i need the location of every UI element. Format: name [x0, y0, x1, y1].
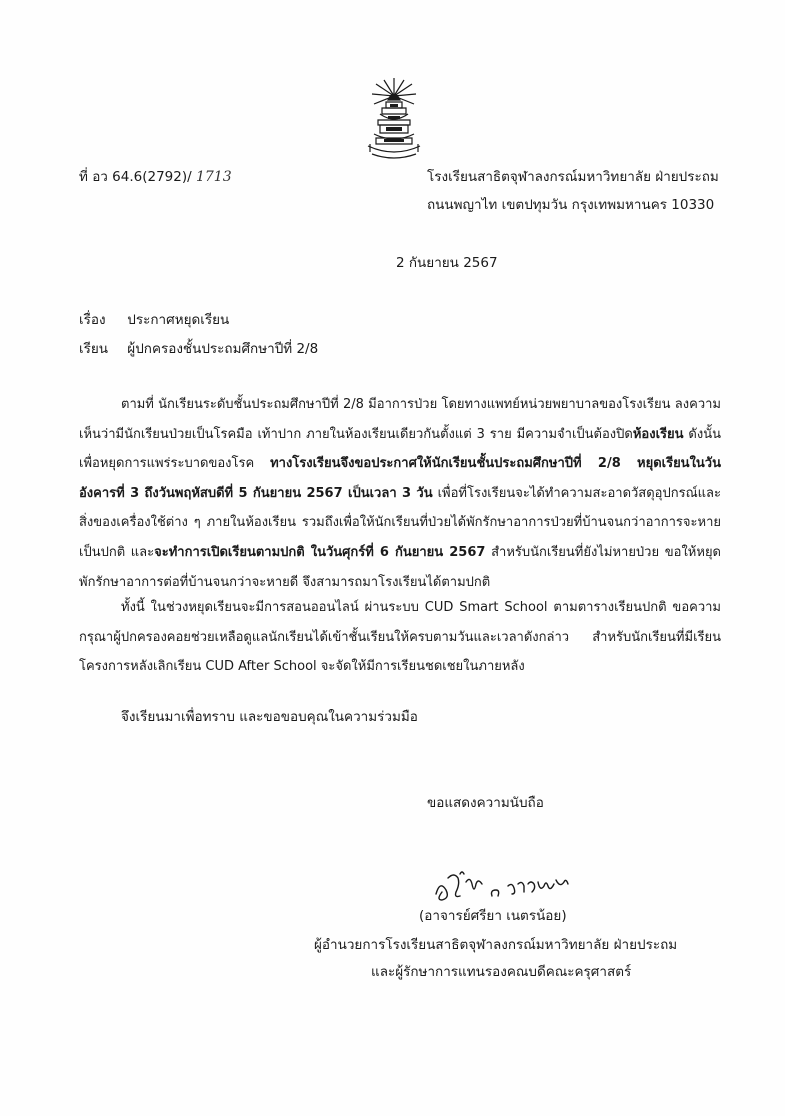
paragraph-1-part-5: เพื่อที่โรงเรียนจะได้ทำความสะอาดวัสดุอุปกรณ์และสิ่งของเครื่องใช้ต่าง ๆ ภายในห้องเรียน รวมถึงเพื่อให้นักเรียนที่ป่วยได้พักรักษาอาการป่วยที่บ้านจนกว่าอาการจะหายเป็นปกติ และ: [79, 485, 721, 560]
subject-text: ประกาศหยุดเรียน: [127, 312, 230, 328]
paragraph-1-part-1: ตามที่ นักเรียนระดับชั้นประถมศึกษาปีที่ 2/8 มีอาการป่วย โดยทางแพทย์หน่วยพยาบาลของโรงเรียน ลงความเห็นว่ามีนักเรียนป่วยเป็นโรคมือ เท้าปาก ภายในห้องเรียนเดียวกันตั้งแต่ 3 ราย มีความจำเป็นต้องปิด: [79, 397, 721, 442]
university-emblem-icon: [366, 74, 422, 164]
closing-line: จึงเรียนมาเพื่อทราบ และขอขอบคุณในความร่วมมือ: [121, 709, 418, 725]
letter-date: 2 กันยายน 2567: [396, 255, 498, 271]
paragraph-1-part-2: ห้องเรียน: [632, 426, 684, 442]
addressee-text: ผู้ปกครองชั้นประถมศึกษาปีที่ 2/8: [127, 341, 319, 357]
signer-title-line-1: ผู้อำนวยการโรงเรียนสาธิตจุฬาลงกรณ์มหาวิทยาลัย ฝ่ายประถม: [314, 937, 678, 953]
body-paragraph-2: [79, 593, 721, 682]
body-paragraph-1: [79, 390, 721, 597]
paragraph-1-part-6: จะทำการเปิดเรียนตามปกติ ในวันศุกร์ที่ 6 กันยายน 2567: [154, 544, 486, 560]
subject-row: [79, 311, 229, 329]
addressee-row: [79, 340, 318, 358]
signer-title-line-2: และผู้รักษาการแทนรองคณบดีคณะครุศาสตร์: [371, 964, 632, 980]
addressee-label: เรียน: [79, 341, 109, 357]
regards-line: ขอแสดงความนับถือ: [427, 795, 544, 811]
reference-number: [79, 168, 232, 186]
signer-name: (อาจารย์ศรียา เนตรน้อย): [419, 908, 567, 924]
paragraph-1-part-4: ทางโรงเรียนจึงขอประกาศให้นักเรียนชั้นประถมศึกษาปีที่ 2/8 หยุดเรียนในวันอังคารที่ 3 ถึงวันพฤหัสบดีที่ 5 กันยายน 2567 เป็นเวลา 3 วัน: [79, 456, 721, 501]
signature-icon: [430, 868, 575, 908]
reference-handwritten-number: 1713: [195, 169, 232, 185]
school-name: โรงเรียนสาธิตจุฬาลงกรณ์มหาวิทยาลัย ฝ่ายประถม: [427, 169, 719, 185]
reference-prefix: ที่ อว 64.6(2792)/: [79, 169, 192, 185]
paragraph-1-part-3: ดังนั้นเพื่อหยุดการแพร่ระบาดของโรค: [79, 426, 721, 472]
school-address: ถนนพญาไท เขตปทุมวัน กรุงเทพมหานคร 10330: [427, 197, 715, 213]
subject-label: เรื่อง: [79, 312, 106, 328]
paragraph-1-part-7: สำหรับนักเรียนที่ยังไม่หายป่วย ขอให้หยุดพักรักษาอาการต่อที่บ้านจนกว่าจะหายดี จึงสามารถมาโรงเรียนได้ตามปกติ: [79, 544, 722, 590]
paragraph-2-text: ทั้งนี้ ในช่วงหยุดเรียนจะมีการสอนออนไลน์ ผ่านระบบ CUD Smart School ตามตารางเรียนปกติ ขอความกรุณาผู้ปกครองคอยช่วยเหลือดูแลนักเรียนได้เข้าชั้นเรียนให้ครบตามวันและเวลาดังกล่าว สำหรับนักเรียนที่มีเรียนโครงการหลังเลิกเรียน CUD After School จะจัดให้มีการเรียนชดเชยในภายหลัง: [79, 600, 721, 675]
